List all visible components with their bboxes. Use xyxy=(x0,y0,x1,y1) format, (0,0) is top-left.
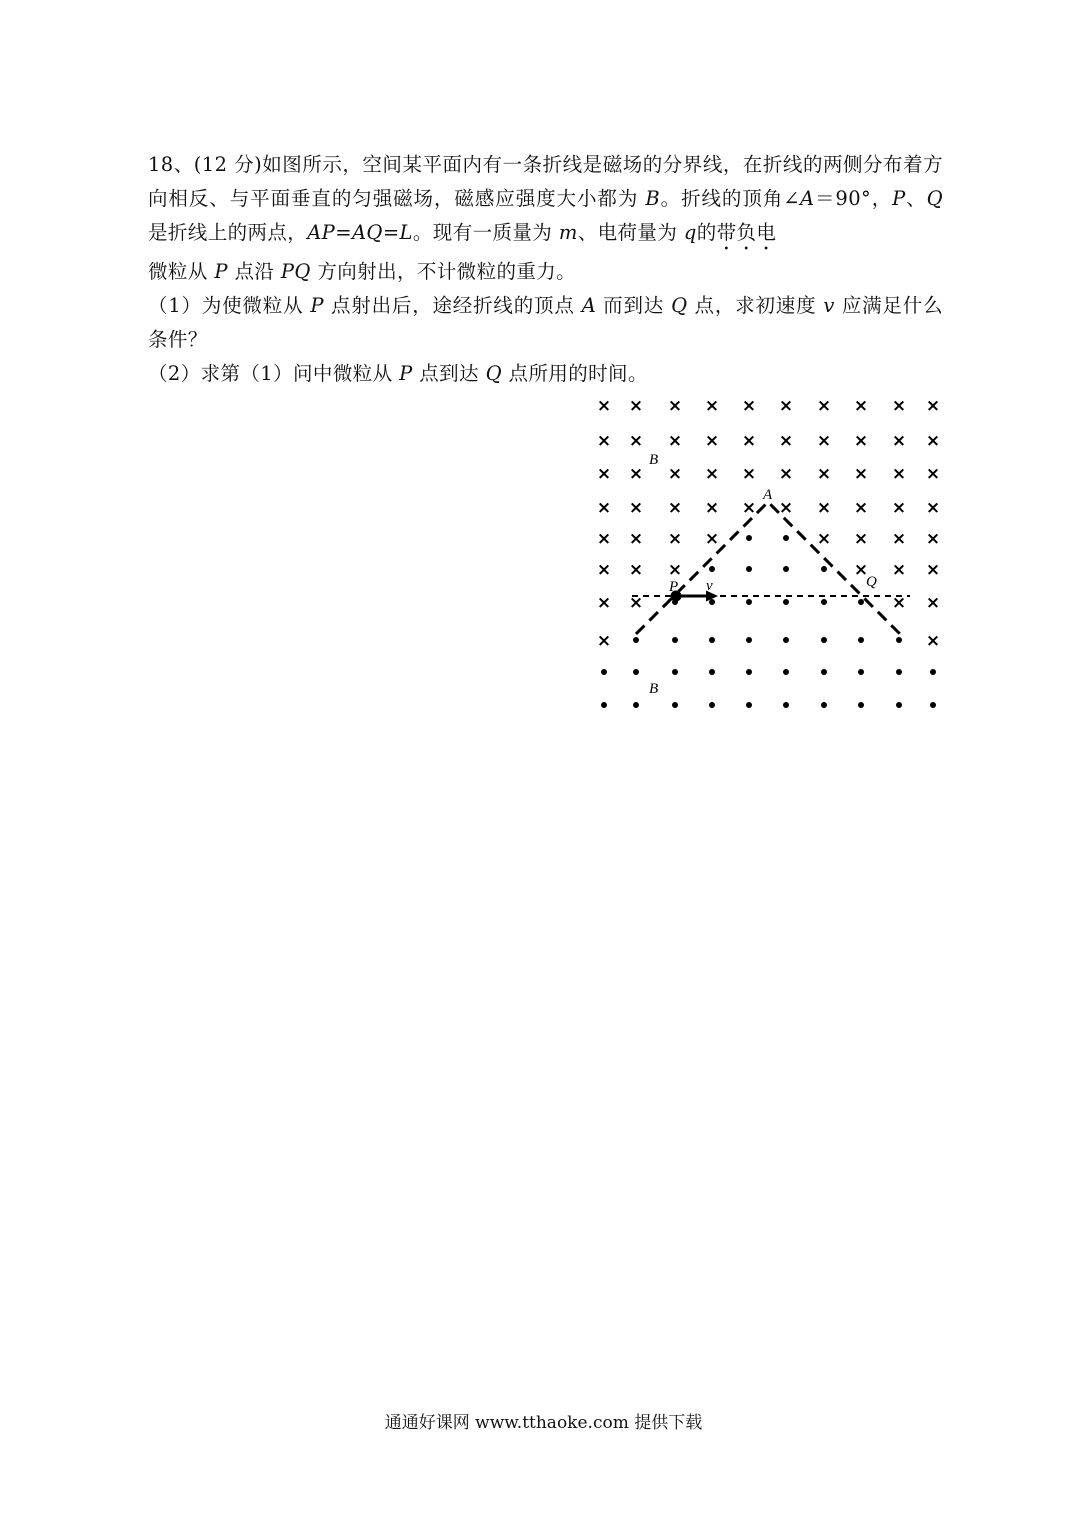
field-into-page-mark: × xyxy=(925,631,941,651)
q2-symbol-P: P xyxy=(399,362,413,385)
field-out-of-page-mark xyxy=(709,566,715,572)
field-into-page-mark: × xyxy=(816,464,832,484)
symbol-q: q xyxy=(683,221,697,244)
q2-symbol-Q: Q xyxy=(485,362,502,385)
field-out-of-page-mark xyxy=(858,637,864,643)
field-into-page-mark: × xyxy=(596,431,612,451)
field-into-page-mark: × xyxy=(741,498,757,518)
problem-points: (12 分) xyxy=(193,153,263,176)
field-into-page-mark: × xyxy=(925,498,941,518)
field-out-of-page-mark xyxy=(601,702,607,708)
field-into-page-mark: × xyxy=(628,560,644,580)
field-out-of-page-mark xyxy=(633,669,639,675)
stem-text-1: 如图所示，空间某平面内有一条折线是磁场的分界线，在折线的两侧分布着方向相反、与平面垂直的匀强磁场，磁感应强度大小都为 xyxy=(148,153,943,210)
field-into-page-mark: × xyxy=(925,431,941,451)
field-out-of-page-mark xyxy=(709,599,715,605)
field-into-page-mark: × xyxy=(816,431,832,451)
stem-text-6: 、电荷量为 xyxy=(577,221,684,244)
field-out-of-page-mark xyxy=(896,669,902,675)
field-into-page-mark: × xyxy=(778,464,794,484)
field-into-page-mark: × xyxy=(853,464,869,484)
q1-symbol-A: A xyxy=(581,294,597,317)
label-A: A xyxy=(763,487,773,503)
field-into-page-mark: × xyxy=(853,560,869,580)
field-out-of-page-mark xyxy=(930,669,936,675)
figure-svg xyxy=(588,392,948,720)
field-into-page-mark: × xyxy=(925,593,941,613)
field-into-page-mark: × xyxy=(816,529,832,549)
field-out-of-page-mark xyxy=(783,535,789,541)
page-footer: 通通好课网 www.tthaoke.com 提供下载 xyxy=(384,1413,703,1433)
stem-sep: 、 xyxy=(905,187,927,210)
equation-ap-aq-l: AP=AQ=L xyxy=(307,221,413,244)
field-into-page-mark: × xyxy=(925,396,941,416)
q1-text-1: 为使微粒从 xyxy=(201,294,311,317)
field-into-page-mark: × xyxy=(778,431,794,451)
symbol-P-2: P xyxy=(214,260,228,283)
label-P: P xyxy=(669,579,679,595)
field-out-of-page-mark xyxy=(821,702,827,708)
label-Q: Q xyxy=(866,574,877,590)
field-out-of-page-mark xyxy=(858,599,864,605)
label-v: v xyxy=(706,578,713,594)
field-into-page-mark: × xyxy=(778,396,794,416)
problem-number: 18、 xyxy=(148,153,194,176)
field-out-of-page-mark xyxy=(672,637,678,643)
field-out-of-page-mark xyxy=(821,669,827,675)
field-out-of-page-mark xyxy=(821,599,827,605)
field-into-page-mark: × xyxy=(628,593,644,613)
field-into-page-mark: × xyxy=(853,529,869,549)
field-out-of-page-mark xyxy=(709,637,715,643)
field-out-of-page-mark xyxy=(858,702,864,708)
field-into-page-mark: × xyxy=(667,396,683,416)
field-out-of-page-mark xyxy=(821,566,827,572)
question-2-label: （2） xyxy=(148,362,201,385)
field-into-page-mark: × xyxy=(596,529,612,549)
field-into-page-mark: × xyxy=(704,529,720,549)
symbol-PQ: PQ xyxy=(280,260,311,283)
field-into-page-mark: × xyxy=(628,529,644,549)
stem-text-2: 。折线的顶角∠ xyxy=(660,187,800,210)
field-into-page-mark: × xyxy=(596,464,612,484)
label-B-top: B xyxy=(649,452,659,468)
q1-text-4: 点，求初速度 xyxy=(687,294,824,317)
field-into-page-mark: × xyxy=(891,464,907,484)
field-into-page-mark: × xyxy=(596,593,612,613)
field-into-page-mark: × xyxy=(704,431,720,451)
field-into-page-mark: × xyxy=(704,498,720,518)
field-out-of-page-mark xyxy=(896,637,902,643)
field-into-page-mark: × xyxy=(891,560,907,580)
field-into-page-mark: × xyxy=(816,498,832,518)
field-out-of-page-mark xyxy=(783,599,789,605)
field-out-of-page-mark xyxy=(709,702,715,708)
problem-block xyxy=(148,148,943,391)
q2-text-1: 求第（1）问中微粒从 xyxy=(200,362,400,385)
field-into-page-mark: × xyxy=(891,593,907,613)
field-out-of-page-mark xyxy=(746,637,752,643)
stem-text-4: 是折线上的两点， xyxy=(148,221,308,244)
field-into-page-mark: × xyxy=(891,529,907,549)
field-into-page-mark: × xyxy=(741,431,757,451)
field-out-of-page-mark xyxy=(709,669,715,675)
field-marks xyxy=(597,396,940,708)
field-out-of-page-mark xyxy=(930,702,936,708)
symbol-A: A xyxy=(799,187,815,210)
question-2 xyxy=(148,357,943,391)
field-into-page-mark: × xyxy=(891,431,907,451)
label-B-bottom: B xyxy=(649,681,659,697)
field-into-page-mark: × xyxy=(853,431,869,451)
field-into-page-mark: × xyxy=(891,396,907,416)
field-out-of-page-mark xyxy=(746,669,752,675)
field-into-page-mark: × xyxy=(925,464,941,484)
field-into-page-mark: × xyxy=(741,464,757,484)
field-out-of-page-mark xyxy=(633,702,639,708)
stem-text-8: 微粒从 xyxy=(148,260,215,283)
q1-text-5: 应满足什么条件？ xyxy=(148,294,943,351)
field-into-page-mark: × xyxy=(891,498,907,518)
field-into-page-mark: × xyxy=(628,431,644,451)
field-into-page-mark: × xyxy=(667,464,683,484)
field-into-page-mark: × xyxy=(704,396,720,416)
symbol-m: m xyxy=(558,221,578,244)
field-out-of-page-mark xyxy=(821,637,827,643)
stem-text-3: ＝90°， xyxy=(814,187,893,210)
field-into-page-mark: × xyxy=(667,560,683,580)
negative-charged-emphasis: 带负电 xyxy=(716,221,777,244)
field-into-page-mark: × xyxy=(853,498,869,518)
field-out-of-page-mark xyxy=(858,669,864,675)
q2-text-2: 点到达 xyxy=(412,362,486,385)
field-into-page-mark: × xyxy=(741,396,757,416)
q1-symbol-P: P xyxy=(310,294,324,317)
q1-symbol-v: v xyxy=(823,294,835,317)
field-out-of-page-mark xyxy=(746,535,752,541)
field-out-of-page-mark xyxy=(783,566,789,572)
q1-symbol-Q: Q xyxy=(671,294,688,317)
question-1-label: （1） xyxy=(148,294,202,317)
field-out-of-page-mark xyxy=(783,637,789,643)
field-into-page-mark: × xyxy=(596,631,612,651)
field-out-of-page-mark xyxy=(783,669,789,675)
field-out-of-page-mark xyxy=(601,669,607,675)
field-out-of-page-mark xyxy=(746,566,752,572)
field-out-of-page-mark xyxy=(896,702,902,708)
field-into-page-mark: × xyxy=(704,464,720,484)
symbol-P: P xyxy=(892,187,906,210)
magnetic-field-figure xyxy=(588,392,948,720)
field-into-page-mark: × xyxy=(596,560,612,580)
stem-text-9: 点沿 xyxy=(227,260,281,283)
field-into-page-mark: × xyxy=(853,396,869,416)
field-out-of-page-mark xyxy=(633,637,639,643)
stem-text-10: 方向射出，不计微粒的重力。 xyxy=(310,260,577,283)
stem-text-7: 的 xyxy=(696,221,717,244)
field-out-of-page-mark xyxy=(746,702,752,708)
q2-text-3: 点所用的时间。 xyxy=(501,362,648,385)
field-into-page-mark: × xyxy=(628,396,644,416)
field-out-of-page-mark xyxy=(672,702,678,708)
field-into-page-mark: × xyxy=(596,498,612,518)
problem-stem xyxy=(148,148,943,289)
field-into-page-mark: × xyxy=(925,560,941,580)
q1-text-2: 点射出后，途经折线的顶点 xyxy=(323,294,582,317)
field-out-of-page-mark xyxy=(672,669,678,675)
field-into-page-mark: × xyxy=(667,431,683,451)
stem-text-5: 。现有一质量为 xyxy=(412,221,559,244)
field-into-page-mark: × xyxy=(596,396,612,416)
field-out-of-page-mark xyxy=(746,599,752,605)
field-into-page-mark: × xyxy=(667,529,683,549)
field-into-page-mark: × xyxy=(667,498,683,518)
field-into-page-mark: × xyxy=(628,498,644,518)
field-into-page-mark: × xyxy=(628,464,644,484)
field-into-page-mark: × xyxy=(816,396,832,416)
field-out-of-page-mark xyxy=(783,702,789,708)
symbol-B: B xyxy=(645,187,661,210)
field-into-page-mark: × xyxy=(778,498,794,518)
symbol-Q: Q xyxy=(926,187,944,210)
question-1 xyxy=(148,289,943,357)
q1-text-3: 而到达 xyxy=(596,294,672,317)
field-into-page-mark: × xyxy=(925,529,941,549)
